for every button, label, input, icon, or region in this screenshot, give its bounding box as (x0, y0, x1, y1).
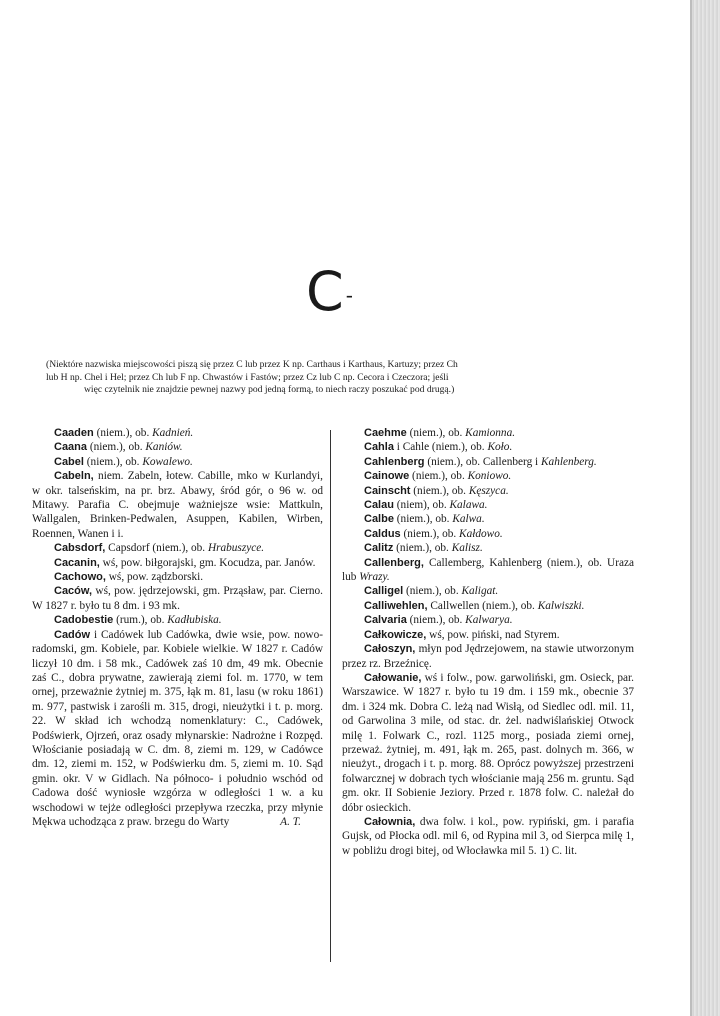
dictionary-entry (32, 613, 323, 627)
entry-text: wś, pow. piński, nad Styrem. (426, 628, 560, 641)
entry-headword: Cadobestie (54, 614, 114, 627)
entry-text: (niem.), ob. (83, 455, 143, 468)
dictionary-entry (342, 642, 634, 671)
dictionary-entry (342, 469, 634, 483)
entry-headword: Cabsdorf, (54, 542, 106, 555)
dictionary-entry (342, 815, 634, 858)
dictionary-entry (32, 628, 323, 830)
entry-text: (niem), ob. (393, 499, 450, 512)
note-line-3: więc czytelnik nie znajdzie pewnej nazwy pod jedną formą, to niech raczy poszukać pod drugą.) (84, 384, 455, 395)
dictionary-entry (32, 426, 323, 440)
entry-reference: Kalwarya. (465, 614, 513, 627)
dictionary-entry (342, 512, 634, 526)
dictionary-entry (32, 556, 323, 570)
dictionary-entry (342, 599, 634, 613)
dictionary-entry (342, 556, 634, 585)
dictionary-entry (342, 671, 634, 815)
entry-reference: Wrazy. (359, 571, 390, 584)
dictionary-entry (32, 455, 323, 469)
entry-headword: Cadów (54, 628, 91, 641)
dictionary-entry (32, 541, 323, 555)
entry-headword: Calliwehlen, (364, 599, 428, 612)
entry-reference: Kalwiszki. (537, 599, 585, 612)
entry-text: (niem.), ob. (409, 470, 468, 483)
entry-text: (niem.), ob. (400, 527, 460, 540)
entry-reference: Koło. (487, 441, 513, 454)
entry-reference: Kaligat. (461, 585, 499, 598)
entry-text: (niem.), ob. (393, 542, 452, 555)
entry-text: Callemberg, Kahlenberg (niem.), ob. Uraza lub (342, 556, 634, 584)
entry-text: (niem.), ob. (93, 427, 153, 439)
dictionary-entry (32, 440, 323, 454)
entry-headword: Callenberg, (364, 556, 424, 569)
dictionary-entry (32, 469, 323, 541)
entry-text: (niem.), ob. (403, 585, 462, 598)
entry-text: Capsdorf (niem.), ob. (105, 542, 208, 555)
entry-text: wś, pow. biłgorajski, gm. Kocudza, par. Janów. (99, 556, 316, 569)
entry-reference: Kadnień. (152, 427, 194, 439)
entry-reference: Koniowo. (467, 470, 512, 483)
entry-reference: Kowalewo. (142, 455, 193, 468)
entry-text: (niem.), ob. (410, 484, 469, 497)
entry-headword: Caehme (364, 427, 407, 439)
entry-text: Callwellen (niem.), ob. (427, 599, 538, 612)
author-signature: A. T. (280, 815, 301, 828)
entry-reference: Kęszyca. (468, 484, 509, 497)
left-column (32, 426, 323, 829)
dictionary-entry (342, 584, 634, 598)
entry-text: wś, pow. jędrzejowski, gm. Prząsław, par. Cierno. W 1827 r. było tu 8 dm. i 93 mk. (32, 585, 323, 612)
entry-text: młyn pod Jędrzejowem, na stawie utworzonym przez rz. Brzeźnicę. (342, 643, 634, 670)
entry-headword: Całownia, (364, 815, 416, 828)
entry-headword: Cahlenberg (364, 455, 425, 468)
dictionary-entry (342, 484, 634, 498)
entry-headword: Cacanin, (54, 556, 100, 569)
entry-text: wś i folw., pow. garwoliński, gm. Osieck, par. Warszawice. W 1827 r. było tu 19 dm. i 159 mk., obecnie 37 dm. i 324 mk. Dobra C. leżą nad Wisłą, od Siedlec odl. mil. 11, od Garwolina 3 mile, od stac. dr. żel. nadwiślańskiej Otwock milę 1. Folwark C., rozl. 1125 morg., posiada ziemi ornej, przeważ. żytniej, m. 491, łąk m. 265, past. dolnych m. 366, w nieużyt., drogach i t. p. morg. 88. Oprócz powyższej przestrzeni folwarcznej w dobrach tych włościanie mają 256 m. gruntu. Sąd gm. okr. II Sobienie Jeziory. Przed r. 1878 folw. C. należał do dóbr osieckich. (342, 671, 634, 814)
entry-headword: Calbe (364, 513, 394, 526)
entry-text: (niem.), ob. (406, 427, 466, 439)
entry-headword: Cabeln, (54, 470, 94, 483)
entry-text: (niem.), ob. (406, 614, 466, 627)
dictionary-entry (32, 584, 323, 613)
entry-headword: Calitz (364, 542, 394, 555)
entry-text: niem. Zabeln, łotew. Cabille, mko w Kurlandyi, w okr. talseńskim, na pr. brz. Abawy, śród gór, o 96 w. od Mitawy. Parafia C. obejmuje ważniejsze wsie: Mattkuln, Wallgalen, Brinken-Pedwalen, Asuppen, Kabilen, Wirben, Roennen, Wanen i i. (32, 470, 323, 540)
entry-headword: Caldus (364, 527, 401, 540)
section-letter-heading: C- (306, 260, 355, 323)
right-column (342, 426, 634, 858)
entry-headword: Calvaria (364, 614, 407, 627)
entry-headword: Całoszyn, (364, 643, 416, 656)
entry-headword: Cainscht (364, 484, 411, 497)
entry-text: dwa folw. i kol., pow. rypiński, gm. i parafia Gujsk, od Płocka odl. mil 6, od Rypina mil 3, od Sierpca milę 1, w pobliżu drogi bitej, od Włocławka mil 5. 1) C. lit. (342, 815, 634, 857)
entry-reference: Kalwa. (452, 513, 485, 526)
entry-reference: Kałdowo. (459, 527, 503, 540)
dictionary-entry (342, 527, 634, 541)
entry-headword: Cachowo, (54, 571, 106, 584)
entry-text: (niem.), ob. Callenberg i (424, 455, 542, 468)
dictionary-entry (32, 570, 323, 584)
entry-headword: Cabel (54, 455, 84, 468)
entry-headword: Całkowicze, (364, 628, 427, 641)
dictionary-entry (342, 541, 634, 555)
entry-headword: Calau (364, 499, 394, 512)
entry-reference: Kahlenberg. (541, 455, 597, 468)
entry-text: wś, pow. ządzborski. (105, 571, 204, 584)
entry-headword: Caaden (54, 427, 94, 439)
entry-reference: Kadłubiska. (167, 614, 222, 627)
entry-reference: Kalawa. (449, 499, 488, 512)
entry-headword: Calligel (364, 585, 404, 598)
entry-headword: Caców, (54, 585, 93, 598)
entry-reference: Kalisz. (451, 542, 483, 555)
entry-text: (rum.), ob. (113, 614, 168, 627)
dictionary-entry (342, 628, 634, 642)
scan-edge (692, 0, 720, 1016)
entry-reference: Kamionna. (465, 427, 516, 439)
entry-headword: Całowanie, (364, 671, 422, 684)
dictionary-entry (342, 426, 634, 440)
note-line-2: lub H np. Chel i Hel; przez Ch lub F np. Chwastów i Fastów; przez Cz lub C np. Cecora i Czeczora; jeśli (46, 371, 449, 383)
editorial-note (46, 359, 678, 397)
dictionary-entry (342, 440, 634, 454)
entry-text: i Cahle (niem.), ob. (393, 441, 488, 454)
dictionary-entry (342, 498, 634, 512)
dictionary-entry (342, 613, 634, 627)
entry-headword: Cahla (364, 441, 394, 454)
column-divider (330, 430, 331, 962)
entry-text: (niem.), ob. (87, 441, 146, 454)
entry-text: (niem.), ob. (393, 513, 453, 526)
entry-reference: Hrabuszyce. (207, 542, 265, 555)
entry-headword: Cainowe (364, 470, 410, 483)
note-line-1: (Niektóre nazwiska miejscowości piszą się przez C lub przez K np. Carthaus i Karthaus, Kartuzy; przez Ch (46, 359, 458, 370)
entry-headword: Caana (54, 441, 88, 454)
entry-reference: Kaniów. (145, 441, 183, 454)
dictionary-entry (342, 455, 634, 469)
entry-text: i Cadówek lub Cadówka, dwie wsie, pow. nowo-radomski, gm. Kobiele, par. Kobiele wielkie. W 1827 r. Cadów liczył 10 dm. i 58 mk., Cadówek zaś 10 dm, 49 mk. Obecnie zaś C., dobra prywatne, zawierają ziemi fol. m. 1770, w tem ornej, przeważnie żytniej m. 375, łąk m. 81, lasu (w roku 1861) m. 977, pastwisk i zarośli m. 315, drogi, nieużytki i t. p. morg. 22. W skład ich wchodzą nomenklatury: C., Cadówek, Podświerk, Ojrzeń, oraz osady młynarskie: Nadrożne i Rozpęd. Włościanie posiadają w C. dm. 8, ziemi m. 129, w Cadówce dm. 12, ziemi m. 152, w Podświerku dm. 5, ziemi m. 10. Sąd gmin. okr. V w Gidlach. Na północo- i południo wschód od Cadowa dość wyniosłe wzgórza w odległości 1 w. a ku wschodowi w tejże odległości przepływa rzeczka, przy młynie Mękwa uchodząca z praw. brzegu do Warty (32, 628, 323, 828)
